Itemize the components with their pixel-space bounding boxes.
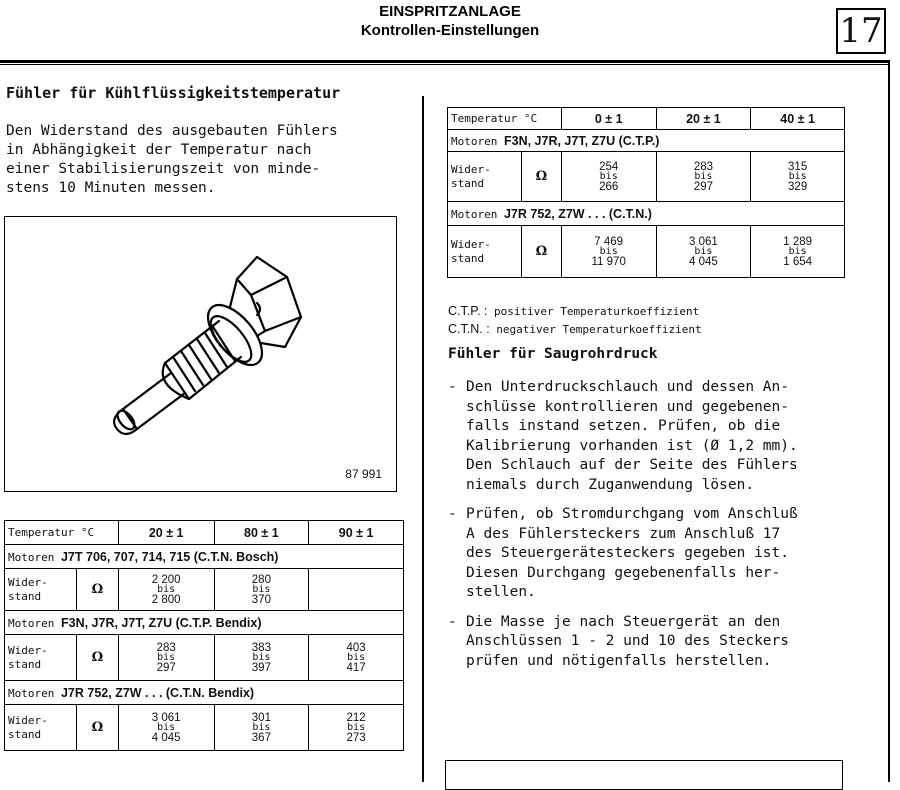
row-label: Wider- — [8, 713, 48, 727]
sensor-figure — [4, 216, 397, 492]
resistance-row — [448, 226, 845, 278]
row-label: Wider- — [451, 237, 491, 251]
legend-text: negativer Temperaturkoeffizient — [496, 323, 702, 336]
temperature-header: Temperatur °C — [5, 521, 119, 545]
resistance-cell: 283 bis 297 — [118, 635, 214, 681]
resistance-cell: 280 bis 370 — [214, 569, 309, 611]
resistance-row — [448, 152, 845, 202]
resistance-cell: 2 200 bis 2 800 — [118, 569, 214, 611]
list-item-text: Den Unterdruckschlauch und dessen An- schlüsse kontrollieren und gegebenen- falls instand setzen. Prüfen, ob die Kalibrierung vorhanden ist (Ø 1,2 mm). Den Schlauch auf der Seite des Fühlers niemals durch Zuganwendung lösen. — [466, 379, 798, 493]
list-item: - Den Unterdruckschlauch und dessen An- schlüsse kontrollieren und gegebenen- falls instand setzen. Prüfen, ob die Kalibrierung vorhanden ist (Ø 1,2 mm). Den Schlauch auf der Seite des Fühlers niemals durch Zuganwendung lösen. — [448, 378, 848, 495]
temperature-header: Temperatur °C — [448, 108, 562, 130]
resistance-cell: 301 bis 367 — [214, 705, 309, 751]
row-label: stand — [8, 589, 42, 603]
motor-title: J7T 706, 707, 714, 715 (C.T.N. Bosch) — [60, 549, 279, 564]
resistance-cell: 1 289 bis 1 654 — [751, 226, 845, 278]
ohm-unit: Ω — [521, 226, 561, 278]
resistance-row — [5, 635, 404, 681]
sensor-resistance-table — [447, 107, 845, 278]
motor-prefix: Motoren — [8, 550, 61, 564]
row-label: Wider- — [8, 643, 48, 657]
list-item-text: Prüfen, ob Stromdurchgang vom Anschluß A des Fühlersteckers zum Anschluß 17 des Steuergerätesteckers gegeben ist. Diesen Durchgang gegebenenfalls her- stellen. — [466, 506, 798, 600]
row-label: stand — [8, 727, 42, 741]
table-header-row — [448, 108, 845, 130]
row-label: Wider- — [451, 162, 491, 176]
page-edge-rule — [888, 60, 890, 782]
engine-group-row — [448, 202, 845, 226]
motor-title: F3N, J7R, J7T, Z7U (C.T.P.) — [503, 133, 660, 148]
intro-paragraph: Den Widerstand des ausgebauten Fühlers in Abhängigkeit der Temperatur nach einer Stabilisierungszeit von minde- stens 10 Minuten messen. — [6, 123, 338, 196]
motor-prefix: Motoren — [451, 134, 504, 148]
motor-prefix: Motoren — [451, 207, 504, 221]
figure-caption: 87 991 — [345, 467, 382, 481]
resistance-cell: 7 469 bis 11 970 — [561, 226, 656, 278]
motor-title: J7R 752, Z7W . . . (C.T.N.) — [503, 206, 652, 221]
temp-col: 40 ± 1 — [751, 108, 845, 130]
ohm-unit: Ω — [76, 635, 118, 681]
table-header-row — [5, 521, 404, 545]
heading-coolant-sensor: Fühler für Kühlflüssigkeitstemperatur — [6, 84, 341, 102]
list-item: - Die Masse je nach Steuergerät an den Anschlüssen 1 - 2 und 10 des Steckers prüfen und nötigenfalls herstellen. — [448, 613, 848, 672]
temp-col: 0 ± 1 — [561, 108, 656, 130]
coolant-resistance-table — [4, 520, 404, 751]
header-rule-thin — [0, 64, 888, 65]
legend-ctn — [448, 322, 702, 336]
ohm-unit: Ω — [521, 152, 561, 202]
motor-title: J7R 752, Z7W . . . (C.T.N. Bendix) — [60, 685, 255, 700]
section-title: EINSPRITZANLAGE — [379, 3, 521, 20]
page-header — [0, 0, 900, 64]
resistance-cell: 403 bis 417 — [309, 635, 404, 681]
temp-col: 20 ± 1 — [118, 521, 214, 545]
temperature-sensor-illustration — [5, 217, 395, 489]
list-item-text: Die Masse je nach Steuergerät an den Anschlüssen 1 - 2 und 10 des Steckers prüfen und nötigenfalls herstellen. — [466, 613, 790, 669]
engine-group-row — [5, 611, 404, 635]
page-number: 17 — [839, 11, 883, 51]
ohm-unit: Ω — [76, 569, 118, 611]
engine-group-row — [5, 545, 404, 569]
page-number-box — [836, 8, 886, 54]
resistance-cell: 383 bis 397 — [214, 635, 309, 681]
row-label: Wider- — [8, 575, 48, 589]
resistance-cell: 3 061 bis 4 045 — [118, 705, 214, 751]
ohm-unit: Ω — [76, 705, 118, 751]
legend-key: C.T.P. : — [448, 304, 488, 318]
header-rule — [0, 60, 888, 63]
engine-group-row — [448, 130, 845, 152]
engine-group-row — [5, 681, 404, 705]
motor-prefix: Motoren — [8, 686, 61, 700]
resistance-cell: 3 061 bis 4 045 — [656, 226, 751, 278]
row-label: stand — [451, 176, 485, 190]
resistance-cell — [309, 569, 404, 611]
list-item: - Prüfen, ob Stromdurchgang vom Anschluß A des Fühlersteckers zum Anschluß 17 des Steuergerätesteckers gegeben ist. Diesen Durchgang gegebenenfalls her- stellen. — [448, 505, 848, 603]
resistance-row — [5, 569, 404, 611]
temp-col: 80 ± 1 — [214, 521, 309, 545]
resistance-cell: 283 bis 297 — [656, 152, 751, 202]
instruction-list — [448, 378, 848, 681]
heading-manifold-sensor: Fühler für Saugrohrdruck — [448, 346, 658, 362]
section-subtitle: Kontrollen-Einstellungen — [360, 22, 540, 39]
row-label: stand — [8, 657, 42, 671]
temp-col: 90 ± 1 — [309, 521, 404, 545]
motor-prefix: Motoren — [8, 616, 61, 630]
resistance-cell: 254 bis 266 — [561, 152, 656, 202]
resistance-cell: 315 bis 329 — [751, 152, 845, 202]
legend-key: C.T.N. : — [448, 322, 490, 336]
column-divider — [422, 96, 424, 782]
legend-ctp — [448, 304, 699, 318]
resistance-cell: 212 bis 273 — [309, 705, 404, 751]
temp-col: 20 ± 1 — [656, 108, 751, 130]
legend-text: positiver Temperaturkoeffizient — [494, 305, 700, 318]
empty-frame — [445, 760, 843, 790]
motor-title: F3N, J7R, J7T, Z7U (C.T.P. Bendix) — [60, 615, 262, 630]
resistance-row — [5, 705, 404, 751]
row-label: stand — [451, 251, 485, 265]
